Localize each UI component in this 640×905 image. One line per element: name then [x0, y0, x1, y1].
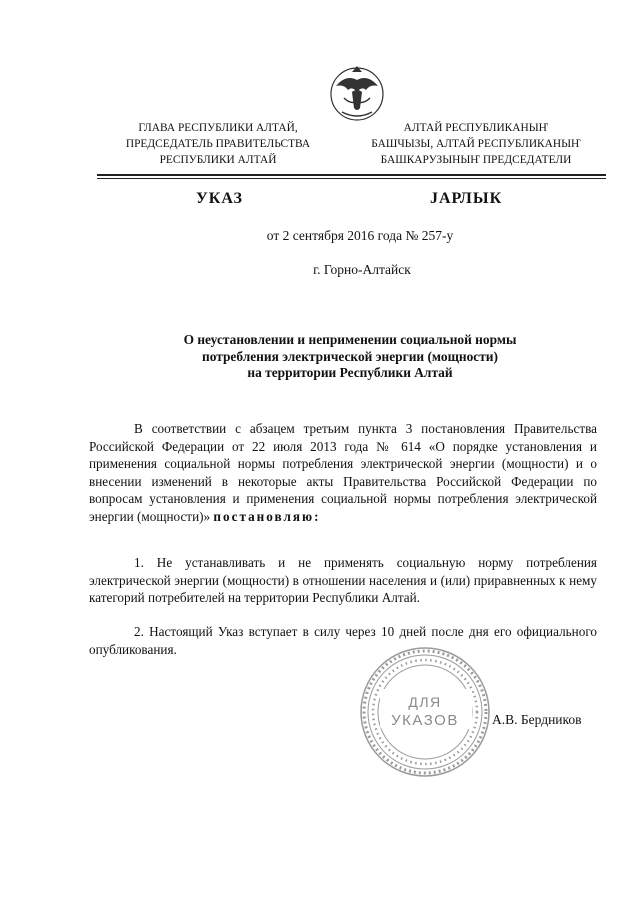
header-right-line: АЛТАЙ РЕСПУБЛИКАНЫҤ: [403, 122, 549, 134]
title-line: на территории Республики Алтай: [247, 365, 453, 380]
title-line: О неустановлении и неприменении социальной нормы: [183, 332, 517, 347]
stamp-line2: УКАЗОВ: [391, 712, 459, 729]
official-seal-stamp: [358, 645, 493, 780]
header-right-line: БАШКАРУЗЫНЫҤ ПРЕДСЕДАТЕЛИ: [380, 154, 572, 166]
title-line: потребления электрической энергии (мощности): [202, 348, 498, 364]
decree-word: постановляю: [213, 508, 315, 524]
item-2-paragraph: 2. Настоящий Указ вступает в силу через 10 дней после дня его официального опубликования.: [89, 624, 597, 657]
doc-type-ru: УКАЗ: [196, 190, 243, 207]
header-divider-thin: [97, 178, 606, 179]
city-line: г. Горно-Алтайск: [313, 262, 411, 277]
header-right-line: БАШЧЫЗЫ, АЛТАЙ РЕСПУБЛИКАНЫҤ: [371, 138, 581, 150]
item-1-paragraph: 1. Не устанавливать и не применять социальную норму потребления электрической энергии (мощности) в отношении населения и (или) приравненных к нему категорий потребителей на территории Республики Алтай.: [89, 555, 597, 606]
header-right-block: [360, 120, 592, 168]
header-left-line: РЕСПУБЛИКИ АЛТАЙ: [159, 154, 277, 166]
header-left-line: ПРЕДСЕДАТЕЛЬ ПРАВИТЕЛЬСТВА: [125, 138, 311, 150]
header-left-block: [112, 120, 324, 168]
signer-name: А.В. Бердников: [492, 712, 582, 727]
coat-of-arms-emblem: [322, 64, 392, 124]
date-number-line: от 2 сентября 2016 года № 257-у: [266, 228, 454, 243]
header-divider-thick: [97, 174, 606, 176]
preamble-paragraph: [89, 420, 597, 526]
doc-type-alt: JАРЛЫК: [430, 190, 503, 207]
document-title: [100, 332, 600, 382]
header-left-line: ГЛАВА РЕСПУБЛИКИ АЛТАЙ,: [138, 122, 298, 134]
stamp-line1: ДЛЯ: [408, 694, 442, 710]
preamble-text: В соответствии с абзацем третьим пункта 3 постановления Правительства Российской Федерации от 22 июля 2013 года № 614 «О порядке установления и применения социальной нормы потребления электрической энергии (мощности) и о внесении изменений в некоторые акты Правительства Российской Федерации по вопросам установления и применения социальной нормы потребления электрической энергии (мощности)»: [89, 421, 597, 524]
decree-colon: :: [314, 508, 321, 524]
